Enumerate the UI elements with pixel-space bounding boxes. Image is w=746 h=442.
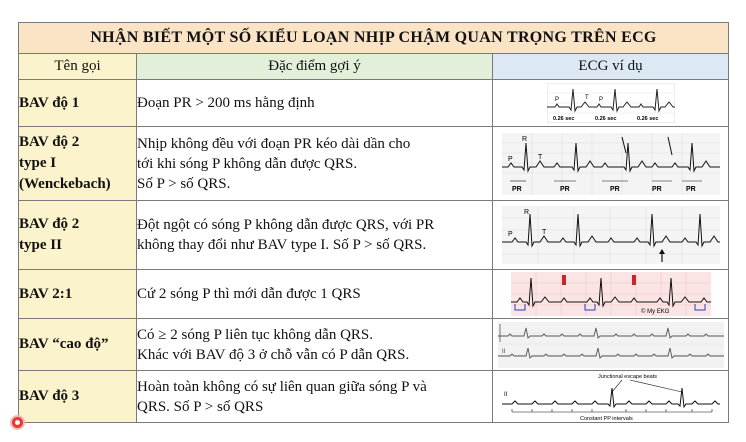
ecg-strip bbox=[511, 272, 711, 316]
ecg-strip bbox=[502, 372, 720, 422]
svg-text:P: P bbox=[507, 155, 513, 163]
table-row bbox=[19, 80, 729, 127]
bradyarrhythmia-table bbox=[18, 22, 729, 423]
table-row bbox=[19, 319, 729, 371]
svg-text:PR: PR bbox=[685, 185, 696, 193]
svg-text:0.26 sec: 0.26 sec bbox=[552, 116, 574, 122]
svg-text:T: T bbox=[584, 95, 589, 101]
row-name: BAV độ 1 bbox=[19, 80, 137, 127]
table-row bbox=[19, 371, 729, 423]
table-row bbox=[19, 201, 729, 270]
table-title: NHẬN BIẾT MỘT SỐ KIỂU LOẠN NHỊP CHẬM QUAN TRỌNG TRÊN ECG bbox=[19, 23, 729, 54]
row-name: BAV “cao độ” bbox=[19, 319, 137, 371]
table-row bbox=[19, 270, 729, 319]
header-name: Tên gọi bbox=[19, 54, 137, 80]
record-indicator-icon bbox=[12, 417, 23, 428]
ecg-first-degree-block bbox=[493, 80, 729, 127]
ecg-strip bbox=[502, 206, 720, 264]
ecg-strip bbox=[547, 83, 675, 123]
row-features: Nhịp không đều với đoạn PR kéo dài dần cho tới khi sóng P không dẫn được QRS. Số P > số QRS. bbox=[137, 127, 493, 201]
table-row bbox=[19, 127, 729, 201]
svg-text:T: T bbox=[537, 153, 542, 161]
svg-text:PR: PR bbox=[559, 185, 570, 193]
ecg-mobitz-2 bbox=[493, 201, 729, 270]
ecg-strip bbox=[498, 322, 724, 368]
header-ecg: ECG ví dụ bbox=[493, 54, 729, 80]
svg-text:Constant PP intervals: Constant PP intervals bbox=[579, 415, 633, 422]
ecg-high-grade-block bbox=[493, 319, 729, 371]
row-features: Hoàn toàn không có sự liên quan giữa sóng P và QRS. Số P > số QRS bbox=[137, 371, 493, 423]
ecg-mobitz-1 bbox=[493, 127, 729, 201]
svg-text:0.26 sec: 0.26 sec bbox=[636, 116, 658, 122]
row-name: BAV độ 3 bbox=[19, 371, 137, 423]
ecg-strip bbox=[502, 133, 720, 195]
svg-text:R: R bbox=[523, 209, 529, 216]
row-name: BAV độ 2 type II bbox=[19, 201, 137, 270]
row-features: Đột ngột có sóng P không dẫn được QRS, với PR không thay đổi như BAV type I. Số P > số QRS. bbox=[137, 201, 493, 270]
svg-text:II: II bbox=[503, 391, 507, 398]
row-name: BAV 2:1 bbox=[19, 270, 137, 319]
svg-text:PR: PR bbox=[511, 185, 522, 193]
svg-text:R: R bbox=[521, 135, 527, 143]
svg-text:PR: PR bbox=[651, 185, 662, 193]
svg-text:0.26 sec: 0.26 sec bbox=[594, 116, 616, 122]
row-features: Có ≥ 2 sóng P liên tục không dẫn QRS. Khác với BAV độ 3 ở chỗ vẫn có P dẫn QRS. bbox=[137, 319, 493, 371]
svg-text:P: P bbox=[554, 97, 559, 103]
svg-text:© My EKG: © My EKG bbox=[640, 309, 669, 315]
ecg-2-to-1-block bbox=[493, 270, 729, 319]
row-name: BAV độ 2 type I (Wenckebach) bbox=[19, 127, 137, 201]
svg-text:P: P bbox=[598, 97, 603, 103]
row-features: Cứ 2 sóng P thì mới dẫn được 1 QRS bbox=[137, 270, 493, 319]
row-features: Đoạn PR > 200 ms hằng định bbox=[137, 80, 493, 127]
svg-text:Junctional escape beats: Junctional escape beats bbox=[597, 373, 657, 380]
svg-text:PR: PR bbox=[609, 185, 620, 193]
svg-text:P: P bbox=[507, 231, 513, 238]
ecg-complete-block bbox=[493, 371, 729, 423]
svg-text:II: II bbox=[501, 348, 505, 355]
header-features: Đặc điểm gợi ý bbox=[137, 54, 493, 80]
svg-text:T: T bbox=[541, 229, 546, 236]
